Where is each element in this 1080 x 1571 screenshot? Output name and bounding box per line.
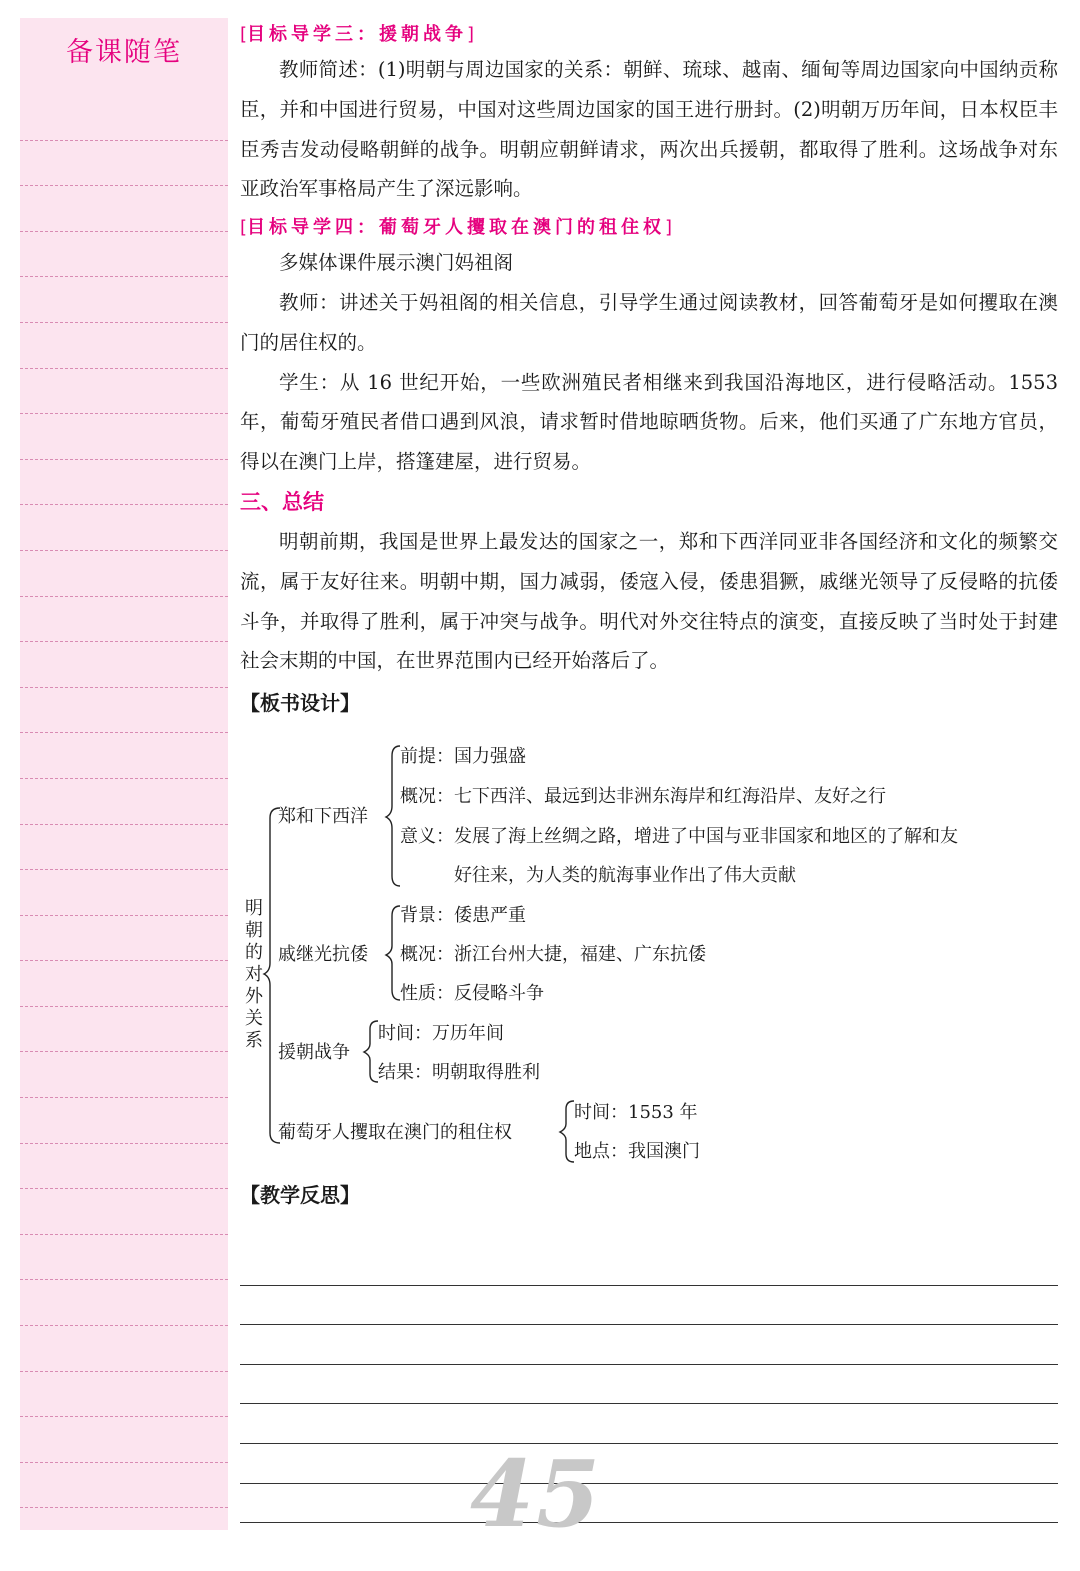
macau-time: 时间：1553 年	[574, 1102, 698, 1123]
sidebar-title: 备课随笔	[66, 37, 182, 68]
lesson-content	[240, 20, 1058, 723]
zhenghe-meaning-line2: 好往来，为人类的航海事业作出了伟大贡献	[454, 865, 796, 886]
zhenghe-meaning-line1: 意义：发展了海上丝绸之路，增进了中国与亚非国家和地区的了解和友	[400, 826, 958, 847]
zhenghe-label: 郑和下西洋	[278, 806, 368, 827]
qi-overview: 概况：浙江台州大捷，福建、广东抗倭	[400, 944, 706, 965]
korea-time: 时间：万历年间	[378, 1023, 504, 1044]
goal4-paragraph-1: 多媒体课件展示澳门妈祖阁	[279, 251, 514, 275]
qi-background: 背景：倭患严重	[400, 905, 526, 926]
qi-nature: 性质：反侵略斗争	[400, 983, 544, 1004]
sidebar-note-lines	[20, 95, 228, 1508]
goal4-heading: [目标导学四：葡萄牙人攫取在澳门的租住权]	[240, 217, 673, 239]
macau-label: 葡萄牙人攫取在澳门的租住权	[278, 1122, 512, 1143]
korea-label: 援朝战争	[278, 1042, 350, 1063]
macau-place: 地点：我国澳门	[574, 1141, 700, 1162]
board-design-diagram	[240, 738, 1058, 1178]
goal3-paragraph: 教师简述：(1)明朝与周边国家的关系：朝鲜、琉球、越南、缅甸等周边国家向中国纳贡称臣，并和中国进行贸易，中国对这些周边国家的国王进行册封。(2)明朝万历年间，日本权臣丰臣秀吉发动侵略朝鲜的战争。明朝应朝鲜请求，两次出兵援朝，都取得了胜利。这场战争对东亚政治军事格局产生了深远影响。	[240, 58, 1058, 201]
page-number: 45	[470, 1440, 603, 1548]
goal3-heading: [目标导学三：援朝战争]	[240, 24, 475, 45]
zhenghe-overview: 概况：七下西洋、最远到达非洲东海岸和红海沿岸、友好之行	[400, 786, 886, 807]
goal4-paragraph-2: 教师：讲述关于妈祖阁的相关信息，引导学生通过阅读教材，回答葡萄牙是如何攫取在澳门的居住权的。	[240, 290, 1058, 354]
board-root: 明朝的对外关系	[245, 898, 263, 1051]
notes-sidebar	[20, 18, 228, 1530]
board-design-title: 【板书设计】	[240, 691, 360, 716]
korea-result: 结果：明朝取得胜利	[378, 1062, 540, 1083]
summary-paragraph: 明朝前期，我国是世界上最发达的国家之一，郑和下西洋同亚非各国经济和文化的频繁交流，属于友好往来。明朝中期，国力减弱，倭寇入侵，倭患猖獗，戚继光领导了反侵略的抗倭斗争，并取得了胜利，属于冲突与战争。明代对外交往特点的演变，直接反映了当时处于封建社会末期的中国，在世界范围内已经开始落后了。	[240, 529, 1058, 673]
zhenghe-premise: 前提：国力强盛	[400, 746, 526, 767]
qi-label: 戚继光抗倭	[278, 944, 368, 965]
reflection-title: 【教学反思】	[240, 1183, 360, 1207]
goal4-paragraph-3: 学生：从 16 世纪开始，一些欧洲殖民者相继来到我国沿海地区，进行侵略活动。1553 年，葡萄牙殖民者借口遇到风浪，请求暂时借地晾晒货物。后来，他们买通了广东地方官员，得以在澳门上岸，搭篷建屋，进行贸易。	[240, 370, 1058, 474]
summary-title: 三、总结	[240, 489, 324, 514]
reflection-writing-lines	[240, 1246, 1058, 1523]
